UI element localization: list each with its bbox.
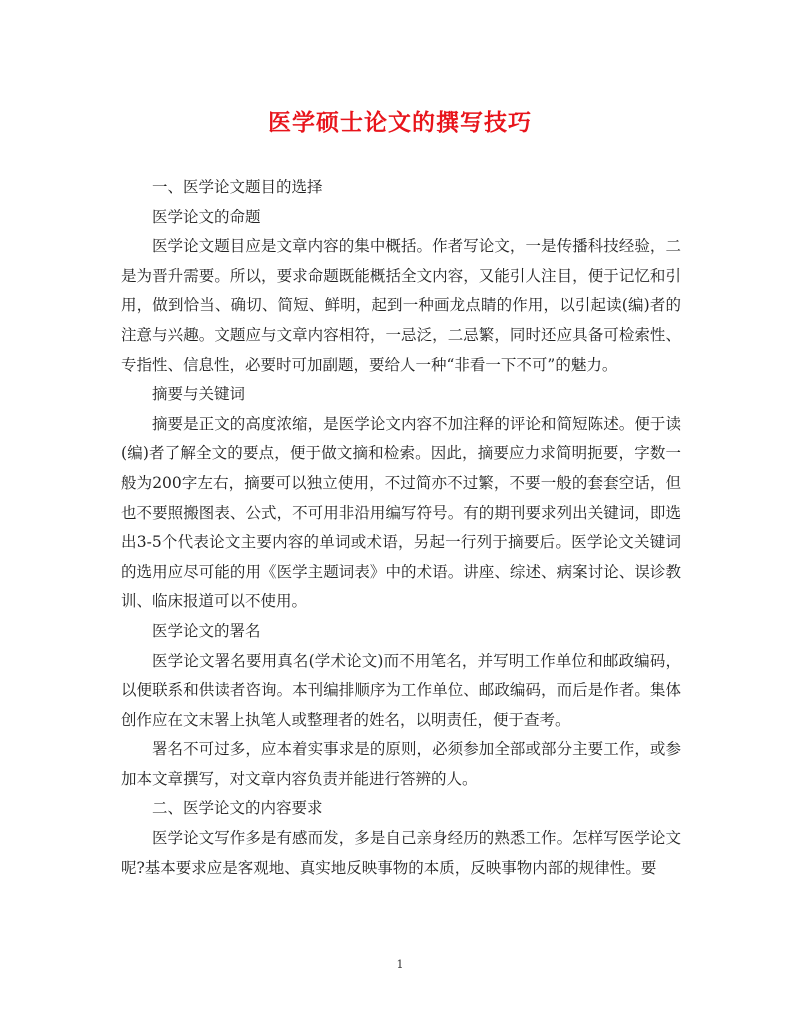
- subheading-abstract-keywords: 摘要与关键词: [152, 385, 246, 404]
- paragraph-authorship-limit: 署名不可过多，应本着实事求是的原则，必须参加全部或部分主要工作，或参加本文章撰写，对文章内容负责并能进行答辨的人。: [121, 740, 681, 788]
- paragraph-authorship: 医学论文署名要用真名(学术论文)而不用笔名，并写明工作单位和邮政编码，以便联系和供读者咨询。本刊编排顺序为工作单位、邮政编码，而后是作者。集体创作应在文末署上执笔人或整理者的姓名，以明责任，便于查考。: [121, 651, 681, 729]
- page-number: 1: [396, 958, 404, 971]
- section-heading-content-requirements: 二、医学论文的内容要求: [152, 799, 323, 818]
- section-heading-title-selection: 一、医学论文题目的选择: [152, 178, 323, 196]
- subheading-proposition: 医学论文的命题: [152, 207, 261, 226]
- document-body: [121, 173, 681, 883]
- document-title: 医学硕士论文的撰写技巧: [268, 109, 532, 136]
- subheading-authorship: 医学论文的署名: [152, 621, 261, 640]
- paragraph-abstract-keywords: 摘要是正文的高度浓缩，是医学论文内容不加注释的评论和简短陈述。便于读(编)者了解全文的要点，便于做文摘和检索。因此，摘要应力求简明扼要，字数一般为200字左右，摘要可以独立使用，不过简亦不过繁，不要一般的套套空话，但也不要照搬图表、公式，不可用非沿用编写符号。有的期刊要求列出关键词，即选出3-5个代表论文主要内容的单词或术语，另起一行列于摘要后。医学论文关键词的选用应尽可能的用《医学主题词表》中的术语。讲座、综述、病案讨论、误诊教训、临床报道可以不使用。: [121, 414, 681, 611]
- paragraph-content-requirements: 医学论文写作多是有感而发，多是自己亲身经历的熟悉工作。怎样写医学论文呢?基本要求应是客观地、真实地反映事物的本质，反映事物内部的规律性。要: [121, 829, 681, 877]
- paragraph-proposition: 医学论文题目应是文章内容的集中概括。作者写论文，一是传播科技经验，二是为晋升需要。所以，要求命题既能概括全文内容，又能引人注目，便于记忆和引用，做到恰当、确切、简短、鲜明，起到一种画龙点睛的作用，以引起读(编)者的注意与兴趣。文题应与文章内容相符，一忌泛，二忌繁，同时还应具备可检索性、专指性、信息性，必要时可加副题，要给人一种“非看一下不可”的魅力。: [121, 237, 681, 374]
